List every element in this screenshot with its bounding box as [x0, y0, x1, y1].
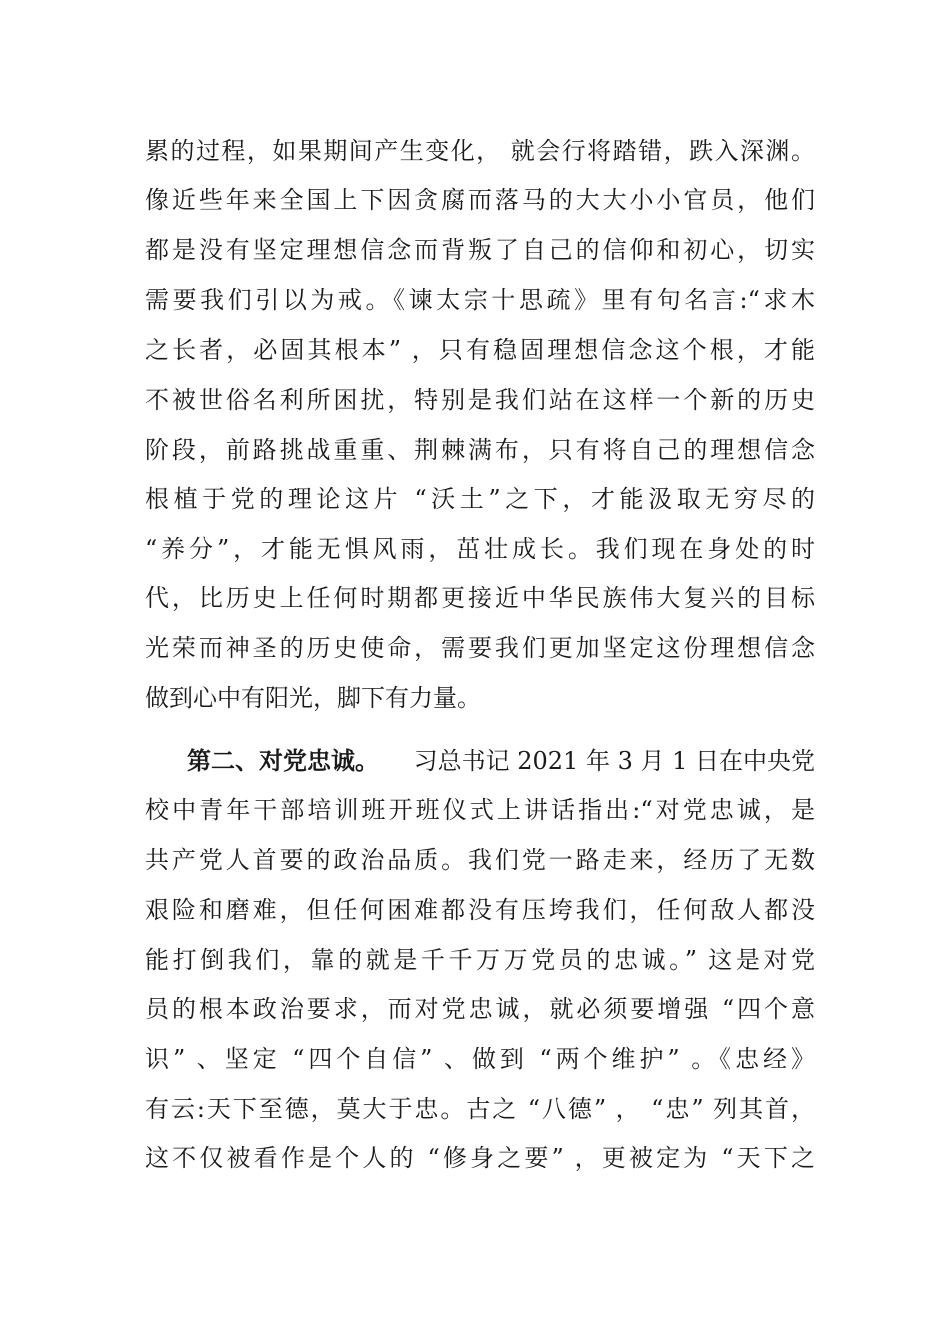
text-line: 都是没有坚定理想信念而背叛了自己的信仰和初心，切实	[145, 236, 815, 264]
section-heading: 第二、对党忠诚。	[187, 746, 379, 775]
text-line: 共产党人首要的政治品质。我们党一路走来，经历了无数	[145, 846, 815, 874]
text-line: 光荣而神圣的历史使命，需要我们更加坚定这份理想信念	[145, 634, 815, 662]
text-line: 做到心中有阳光，脚下有力量。	[145, 684, 481, 712]
text-line: 这不仅被看作是个人的 “修身之要” ，更被定为 “天下之	[145, 1144, 815, 1172]
text-line: 需要我们引以为戒。《谏太宗十思疏》里有句名言:“求木	[145, 286, 815, 314]
text-line: 员的根本政治要求，而对党忠诚，就必须要增强 “四个意	[145, 995, 815, 1023]
text-line: 校中青年干部培训班开班仪式上讲话指出:“对党忠诚，是	[145, 796, 815, 824]
text-line: 之长者，必固其根本” ，只有稳固理想信念这个根，才能	[145, 336, 815, 364]
text-line: “养分”，才能无惧风雨，茁壮成长。我们现在身处的时	[145, 535, 815, 563]
text-line: 能打倒我们，靠的就是千千万万党员的忠诚。” 这是对党	[145, 946, 815, 974]
text-line: 阶段，前路挑战重重、荆棘满布，只有将自己的理想信念	[145, 436, 815, 464]
text-line: 不被世俗名利所困扰，特别是我们站在这样一个新的历史	[145, 386, 815, 414]
text-line: 有云:天下至德，莫大于忠。古之 “八德” ， “忠” 列其首，	[145, 1095, 815, 1123]
text-line: 像近些年来全国上下因贪腐而落马的大大小小官员，他们	[145, 186, 815, 214]
paragraph-first-line	[187, 741, 815, 781]
text-line: 根植于党的理论这片 “沃土”之下，才能汲取无穷尽的	[145, 485, 815, 513]
text-line: 艰险和磨难，但任何困难都没有压垮我们，任何敌人都没	[145, 896, 815, 924]
text-span: 习总书记 2021 年 3 月 1 日在中央党	[413, 747, 815, 775]
text-line: 识” 、坚定 “四个自信” 、做到 “两个维护” 。《忠经》	[145, 1045, 815, 1073]
text-line: 代，比历史上任何时期都更接近中华民族伟大复兴的目标	[145, 584, 815, 612]
text-line: 累的过程，如果期间产生变化， 就会行将踏错，跌入深渊。	[145, 137, 815, 165]
